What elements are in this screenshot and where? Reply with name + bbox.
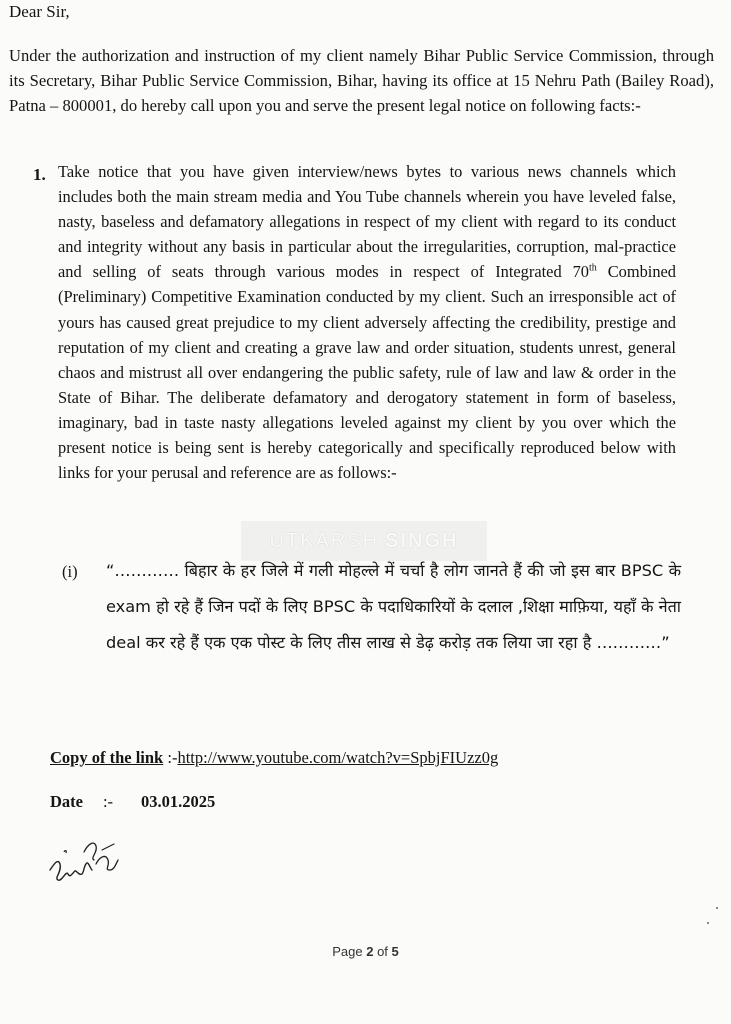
footer-of-word: of — [373, 944, 392, 959]
ordinal-suffix: th — [588, 262, 597, 274]
footer-page-word: Page — [332, 944, 367, 959]
scan-speck — [707, 922, 709, 924]
date-separator: :- — [102, 792, 114, 811]
item-1-paragraph — [58, 159, 676, 485]
footer-page-number: 2 — [366, 944, 374, 959]
watermark-part-2: SINGH — [385, 529, 459, 552]
subitem-number: (i) — [62, 562, 78, 581]
scan-speck — [716, 907, 718, 909]
intro-paragraph: Under the authorization and instruction of my client namely Bihar Public Service Commission, through its Secretary, Bihar Public Service Commission, Bihar, having its office at 15 Nehru Path (Bailey Road), Patna – 800001, do hereby call upon you and serve the present legal notice on following facts:- — [9, 46, 714, 115]
salutation: Dear Sir, — [9, 2, 70, 21]
youtube-link[interactable]: http://www.youtube.com/watch?v=SpbjFIUzz0g — [177, 748, 499, 767]
hindi-quote: “………… बिहार के हर जिले में गली मोहल्ले में चर्चा है लोग जानते हैं की जो इस बार BPSC के exam हो रहे हैं जिन पदों के लिए BPSC के पदाधिकारियों के दलाल ,शिक्षा माफ़िया, यहाँ के नेता deal कर रहे हैं एक एक पोस्ट के लिए तीस लाख से डेढ़ करोड़ तक लिया जा रहा है …………” — [106, 561, 681, 652]
watermark-part-1: UTKARSH — [269, 529, 380, 552]
item-1-text-a: Take notice that you have given interview/news bytes to various news channels which includes both the main stream media and You Tube channels wherein you have leveled false, nasty, baseless and defamatory allegations in respect of my client with regard to its conduct and integrity without any basis in particular about the irregularities, corruption, mal-practice and selling of seats through various modes in respect of Integrated 70 — [58, 162, 676, 282]
date-label: Date — [50, 792, 83, 811]
item-1-text-b: Combined (Preliminary) Competitive Examination conducted by my client. Such an irresponsible act of yours has caused great prejudice to my client adversely affecting the credibility, prestige and reputation of my client and creating a grave law and order situation, students unrest, general chaos and mistrust all over endangering the public safety, rule of law and law & order in the State of Bihar. The deliberate defamatory and derogatory statement in form of baseless, imaginary, bad in taste nasty allegations leveled against my client by you over which the present notice is being sent is hereby categorically and specifically reproduced below with links for your perusal and reference are as follows:- — [58, 262, 677, 483]
page-footer — [0, 944, 731, 959]
signature-icon — [44, 830, 134, 890]
link-label: Copy of the link — [50, 748, 164, 767]
item-1-number: 1. — [33, 165, 46, 184]
date-value: 03.01.2025 — [140, 792, 216, 811]
link-separator: :- — [163, 748, 178, 767]
date-row — [50, 792, 215, 812]
link-row — [50, 748, 498, 768]
footer-total-pages: 5 — [391, 944, 399, 959]
